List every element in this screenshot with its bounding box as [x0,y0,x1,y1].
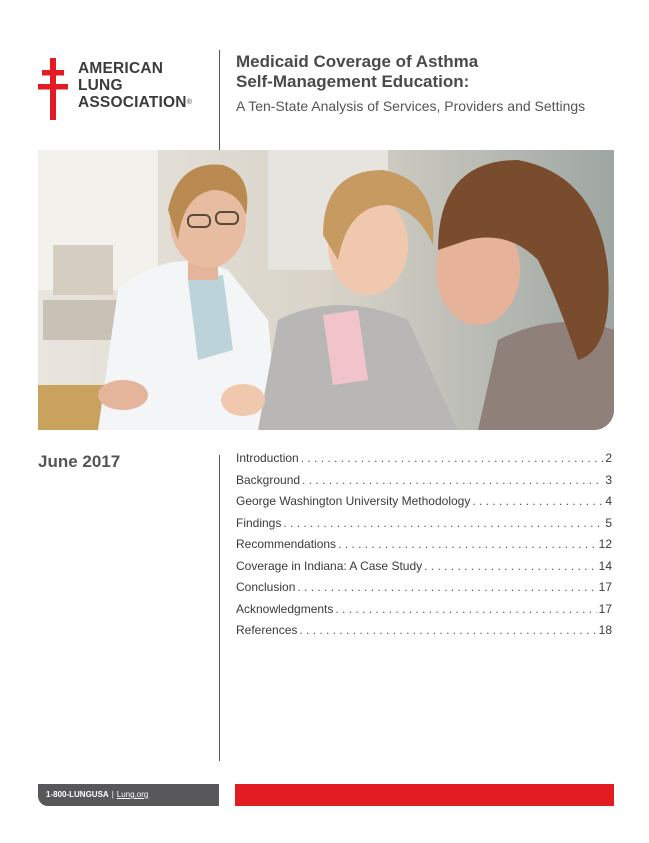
toc-entry-page: 17 [598,580,612,594]
toc-leader-dots [299,623,596,637]
toc-entry[interactable] [236,623,612,645]
publication-date: June 2017 [38,452,121,471]
table-of-contents [236,451,612,645]
toc-leader-dots [301,451,604,465]
toc-entry-label: Conclusion [236,580,296,594]
toc-entry-page: 12 [598,537,612,551]
toc-entry[interactable] [236,602,612,624]
title-line-2: Self-Management Education: [236,72,470,91]
cover-photo [38,150,614,430]
toc-leader-dots [424,559,597,573]
clinic-scene-illustration [38,150,614,430]
toc-entry[interactable] [236,494,612,516]
lorraine-cross-icon [38,58,68,120]
toc-leader-dots [302,473,603,487]
toc-entry[interactable] [236,516,612,538]
toc-entry-page: 3 [605,472,612,487]
american-lung-association-logo [38,58,213,120]
toc-entry-label: References [236,623,298,637]
toc-entry[interactable] [236,580,612,602]
toc-entry[interactable] [236,537,612,559]
header-divider [219,50,220,156]
document-subtitle: A Ten-State Analysis of Services, Providers and Settings [236,98,586,114]
title-line-1: Medicaid Coverage of Asthma [236,52,479,71]
toc-entry-label: Findings [236,515,282,530]
toc-entry-page: 4 [605,494,612,508]
document-title [236,52,616,92]
toc-entry-label: Introduction [236,451,299,465]
toc-entry[interactable] [236,473,612,495]
footer-red-bar [235,784,614,806]
registered-mark: ® [186,99,193,106]
toc-entry[interactable] [236,559,612,581]
footer-phone: 1-800-LUNGUSA [46,790,109,799]
toc-entry-page: 18 [598,623,612,637]
toc-leader-dots [472,494,603,508]
toc-entry[interactable] [236,451,612,473]
toc-entry-page: 17 [598,601,612,616]
footer-separator: | [111,790,114,799]
toc-entry-label: Acknowledgments [236,601,334,616]
toc-entry-page: 14 [598,558,612,573]
toc-entry-label: Recommendations [236,537,337,551]
logo-line-2: LUNG [78,77,123,94]
toc-divider [219,455,220,761]
logo-line-3: ASSOCIATION [78,94,187,111]
footer-contact [38,784,219,806]
toc-entry-page: 5 [605,515,612,530]
toc-leader-dots [335,602,596,616]
logo-line-1: AMERICAN [78,60,164,77]
logo-wordmark [78,60,192,111]
toc-leader-dots [297,580,596,594]
toc-entry-label: George Washington University Methodology [236,494,471,508]
toc-entry-label: Coverage in Indiana: A Case Study [236,558,423,573]
toc-entry-page: 2 [605,451,612,465]
footer-website-link[interactable]: Lung.org [116,790,149,799]
toc-entry-label: Background [236,472,301,487]
toc-leader-dots [283,516,603,530]
toc-leader-dots [338,537,597,551]
